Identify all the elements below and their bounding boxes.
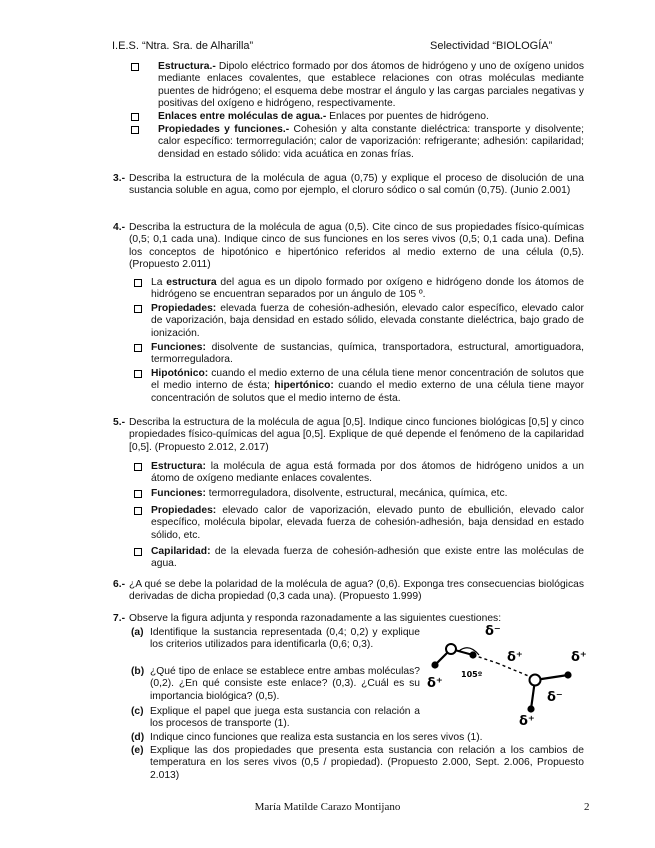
q5-bullet-capilaridad: Capilaridad: de la elevada fuerza de cohesión-adhesión que existe entre las moléculas de agua. [151,546,584,570]
q7-item-d: Indique cinco funciones que realiza esta sustancia en los seres vivos (1). [150,732,483,743]
checkbox-icon [134,344,142,352]
q4-bullet-estructura: La estructura del agua es un dipolo formado por oxígeno e hidrógeno donde los átomos de hidrógeno se encuentran separados por un ángulo de 105 º. [151,277,584,301]
checkbox-icon [134,370,142,378]
delta-plus-label: δ⁺ [507,650,523,665]
question-number: 4.- [113,222,126,233]
question-number: 7.- [113,613,126,624]
q5-bullet-propiedades: Propiedades: elevado calor de vaporización, elevado punto de ebullición, elevado calor específico, molécula bipolar, elevada fuerza de cohesión-adhesión, baja densidad en estado sólido, etc. [151,505,584,541]
oxygen-atom [530,675,541,686]
q5-bullet-estructura: Estructura: la molécula de agua está formada por dos átomos de hidrógeno unidos a un átomo de oxígeno mediante enlaces covalentes. [151,461,584,485]
water-molecules-figure [425,625,595,725]
q4-bullet-propiedades: Propiedades: elevada fuerza de cohesión-adhesión, elevado calor específico, elevado calor de vaporización, baja densidad en estado sólido, elevada constante dieléctrica, bajo grado de ionización. [151,303,584,339]
question-7-text: Observe la figura adjunta y responda razonadamente a las siguientes cuestiones: [129,613,502,624]
question-4-text: Describa la estructura de la molécula de agua (0,5). Cite cinco de sus propiedades físico-químicas (0,5; 0,1 cada una). Indique cinco de sus funciones en los seres vivos (0,5; 0,1 cada una). Defina los conceptos de hipotónico e hipertónico referidos al medio externo de una célula (0,5). (Propuesto 2.011) [129,222,584,270]
checkbox-icon [134,507,142,515]
delta-plus-label: δ⁺ [519,714,535,725]
hydrogen-bond [473,655,497,663]
q4-bullet-hipotonico: Hipotónico: cuando el medio externo de una célula tiene menor concentración de solutos que el medio interno de ésta; hipertónico: cuando el medio externo de una célula tiene mayor concentración de solutos que el medio interno de ésta. [151,368,585,404]
oxygen-atom [446,644,456,654]
delta-minus-label: δ⁻ [547,690,563,705]
hydrogen-atom [527,705,534,712]
item-letter: (e) [131,745,144,756]
item-letter: (d) [131,732,145,743]
intro-bullet-estructura: Estructura.- Dipolo eléctrico formado por dos átomos de hidrógeno y uno de oxígeno unidos mediante enlaces covalentes, que establece relaciones con otras moléculas mediante puentes de hidrógeno; el esquema debe mostrar el ángulo y las cargas parciales negativas y positivas del oxígeno e hidrógeno, respectivamente. [158,61,584,109]
q7-item-c: Explique el papel que juega esta sustancia con relación a los procesos de transporte (1). [150,706,420,730]
q4-bullet-funciones: Funciones: disolvente de sustancias, química, transportadora, estructural, amortiguadora, termorreguladora. [151,342,584,366]
delta-minus-label: δ⁻ [485,625,501,639]
question-number: 6.- [113,579,126,590]
header-subject: Selectividad “BIOLOGÍA” [430,40,553,52]
hydrogen-atom [469,651,476,658]
angle-label: 105º [461,670,483,679]
q7-item-b: ¿Qué tipo de enlace se establece entre ambas moléculas? (0,2). ¿En qué consiste este enlace? (0,3). ¿Cuál es su importancia biológica? (0,5). [150,666,420,702]
delta-plus-label: δ⁺ [571,650,587,665]
intro-bullet-enlaces: Enlaces entre moléculas de agua.- Enlaces por puentes de hidrógeno. [158,111,489,122]
checkbox-icon [131,126,139,134]
question-5-text: Describa la estructura de la molécula de agua [0,5]. Indique cinco funciones biológicas [0,5] y cinco propiedades físico-químicas del agua [0,5]. Explique de qué depende el fenómeno de la capilaridad [0,5]. (Propuesto 2.012, 2.017) [129,417,584,453]
q5-bullet-funciones: Funciones: termorreguladora, disolvente, estructural, mecánica, química, etc. [151,488,508,499]
question-3-text: Describa la estructura de la molécula de agua (0,75) y explique el proceso de disolución de una sustancia soluble en agua, como por ejemplo, el cloruro sódico o sal común (0,75). (Junio 2.001) [129,173,584,197]
question-number: 5.- [113,417,126,428]
item-letter: (c) [131,706,144,717]
checkbox-icon [134,305,142,313]
delta-plus-label: δ⁺ [427,676,443,691]
checkbox-icon [134,279,142,287]
header-school: I.E.S. “Ntra. Sra. de Alharilla” [112,40,254,52]
item-letter: (a) [131,627,144,638]
checkbox-icon [134,548,142,556]
q7-item-e: Explique las dos propiedades que presenta esta sustancia con relación a los cambios de temperatura en los seres vivos (0,5 / propiedad). (Propuesto 2.000, Sept. 2.006, Propuesto 2.013) [150,745,584,781]
question-number: 3.- [113,173,126,184]
q7-item-a: Identifique la sustancia representada (0,4; 0,2) y explique los criterios utilizados para identificarla (0,6; 0,3). [150,627,420,651]
item-letter: (b) [131,666,145,677]
hydrogen-atom [431,661,438,668]
hydrogen-bond [497,663,531,677]
page-number: 2 [584,801,590,813]
question-6-text: ¿A qué se debe la polaridad de la molécula de agua? (0,6). Exponga tres consecuencias biológicas derivadas de dicha propiedad (0,3 cada una). (Propuesto 1.999) [129,579,584,603]
hydrogen-atom [564,671,571,678]
checkbox-icon [131,63,139,71]
intro-bullet-propiedades: Propiedades y funciones.- Cohesión y alta constante dieléctrica: transporte y disolvente; calor específico: termorregulación; calor de vaporización: refrigerante; adhesión: capilaridad; densidad en estado sólido: vida acuática en zonas frías. [158,124,584,160]
checkbox-icon [134,490,142,498]
footer-author: María Matilde Carazo Montijano [254,801,401,813]
checkbox-icon [131,113,139,121]
checkbox-icon [134,463,142,471]
